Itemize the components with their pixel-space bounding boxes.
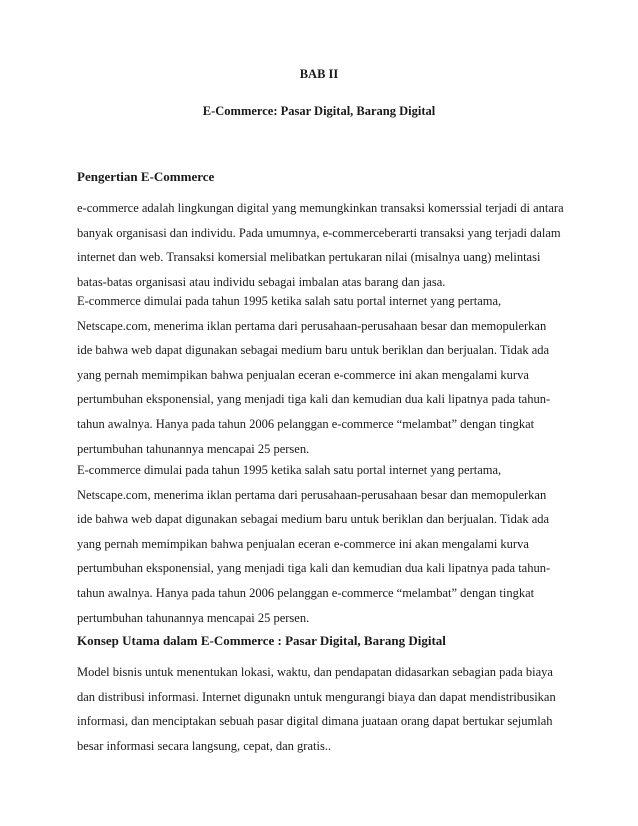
text-line: ide bahwa web dapat digunakan sebagai medium baru untuk beriklan dan berjualan. Tidak ada	[77, 343, 550, 358]
section-heading-pengertian: Pengertian E-Commerce	[77, 169, 215, 184]
text-line: dan distribusi informasi. Internet digunakn untuk mengurangi biaya dan dapat mendistribusikan	[77, 689, 556, 704]
text-line: informasi, dan menciptakan sebuah pasar digital dimana juataan orang dapat bertukar sejumlah	[77, 714, 553, 729]
text-line: besar informasi secara langsung, cepat, dan gratis..	[77, 738, 332, 753]
text-line: Model bisnis untuk menentukan lokasi, waktu, dan pendapatan didasarkan sebagian pada biaya	[77, 665, 553, 679]
text-line: pertumbuhan eksponensial, yang menjadi tiga kali dan kemudian dua kali lipatnya pada tahun-	[77, 392, 551, 407]
text-line: batas-batas organisasi atau individu sebagai imbalan atas barang dan jasa.	[77, 274, 446, 289]
section-heading-konsep: Konsep Utama dalam E-Commerce : Pasar Digital, Barang Digital	[77, 633, 446, 648]
text-line: e-commerce adalah lingkungan digital yang memungkinkan transaksi komerssial terjadi di antara	[77, 201, 564, 215]
chapter-title: E-Commerce: Pasar Digital, Barang Digital	[202, 104, 436, 118]
text-line: E-commerce dimulai pada tahun 1995 ketika salah satu portal internet yang pertama,	[77, 294, 502, 308]
text-line: internet dan web. Transaksi komersial melibatkan pertukaran nilai (misalnya uang) melintasi	[77, 250, 541, 265]
text-line: tahun awalnya. Hanya pada tahun 2006 pelanggan e-commerce “melambat” dengan tingkat	[77, 585, 535, 600]
text-line: tahun awalnya. Hanya pada tahun 2006 pelanggan e-commerce “melambat” dengan tingkat	[77, 416, 535, 431]
paragraph	[77, 200, 567, 298]
text-line: pertumbuhan tahunannya mencapai 25 persen.	[77, 441, 310, 456]
text-line: pertumbuhan eksponensial, yang menjadi tiga kali dan kemudian dua kali lipatnya pada tahun-	[77, 561, 551, 576]
text-line: pertumbuhan tahunannya mencapai 25 persen.	[77, 610, 310, 625]
text-line: banyak organisasi dan individu. Pada umumnya, e-commerceberarti transaksi yang terjadi dalam	[77, 225, 561, 240]
paragraph	[77, 462, 567, 634]
paragraph	[77, 664, 567, 762]
text-line: Netscape.com, menerima iklan pertama dari perusahaan-perusahaan besar dan memopulerkan	[77, 487, 547, 502]
paragraph	[77, 293, 567, 465]
text-line: Netscape.com, menerima iklan pertama dari perusahaan-perusahaan besar dan memopulerkan	[77, 318, 547, 333]
text-line: yang pernah memimpikan bahwa penjualan eceran e-commerce ini akan mengalami kurva	[77, 536, 529, 551]
text-line: E-commerce dimulai pada tahun 1995 ketika salah satu portal internet yang pertama,	[77, 463, 502, 477]
chapter-label: BAB II	[299, 67, 339, 81]
text-line: yang pernah memimpikan bahwa penjualan eceran e-commerce ini akan mengalami kurva	[77, 367, 529, 382]
text-line: ide bahwa web dapat digunakan sebagai medium baru untuk beriklan dan berjualan. Tidak ada	[77, 512, 550, 527]
